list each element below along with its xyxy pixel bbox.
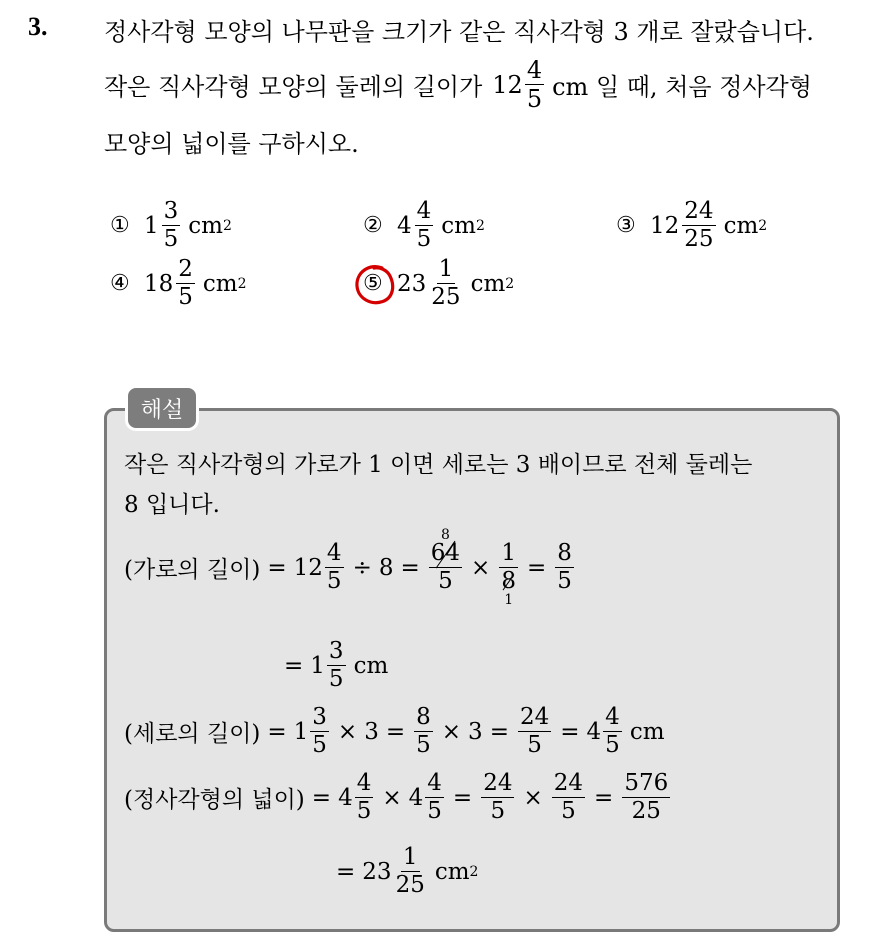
option-1-den: 5 [163,226,179,252]
eq4-d3: 5 [490,798,506,824]
equation-height [124,706,665,757]
eq5-num: 1 [402,844,418,870]
eq1-result [555,542,574,593]
equation-width-result [284,640,388,691]
problem-line-3: 모양의 넓이를 구하시오. [104,130,359,158]
eq4-n3: 24 [483,770,513,796]
eq4-d4: 5 [561,798,576,824]
option-5-den: 25 [431,284,461,310]
eq1-n1: 1 [501,540,516,566]
answer-circle-mark [352,262,398,308]
option-4-fraction [176,258,195,309]
option-2-mark: ② [363,213,383,238]
eq4-times-2: × [523,784,543,811]
eq3-whole: 1 [293,718,309,745]
eq1-n64: 64 [430,540,461,566]
option-2[interactable] [363,200,485,251]
eq4-w2: 4 [408,784,424,811]
length-numerator: 4 [526,56,543,84]
option-2-unit: cm [441,212,476,239]
eq4-times: × [382,784,402,811]
option-5-num: 1 [438,256,454,282]
eq5-unit: cm [434,858,470,885]
eq3-fraction-3 [518,706,551,757]
option-5-mark: ⑤ [363,271,383,296]
eq3-times-2: × [441,718,462,745]
eq1-rd: 5 [557,568,572,594]
length-fraction [525,58,544,111]
option-1-whole: 1 [144,212,159,239]
eq1-times: × [471,554,491,581]
option-5-fraction [429,258,462,309]
eq1-rn: 8 [557,540,572,566]
problem-line-2-end: cm 일 때, 처음 정사각형 [552,73,812,101]
length-whole: 12 [492,70,523,99]
eq3-fraction [310,706,329,757]
eq4-equals-2: = [452,784,473,811]
eq4-fraction-2 [425,772,444,823]
option-1-mark: ① [110,213,130,238]
eq3-unit: cm [629,718,665,745]
option-1[interactable] [110,200,232,251]
option-4[interactable] [110,258,247,309]
eq3-num: 3 [312,704,327,730]
option-4-whole: 18 [144,270,174,297]
option-3-mark: ③ [616,213,636,238]
eq4-n4: 24 [553,770,584,796]
problem-number: 3. [28,12,48,41]
equation-width [124,528,576,607]
eq3-equals-4: = [560,718,580,745]
eq2-den: 5 [328,666,344,692]
eq4-fraction-1 [355,772,374,823]
option-3-den: 25 [684,226,714,252]
eq4-n1: 4 [356,770,372,796]
eq3-n3: 24 [519,704,550,730]
eq4-label: (정사각형의 넓이) [124,787,305,813]
eq4-d5: 25 [631,798,661,824]
option-1-fraction [162,200,181,251]
eq4-n2: 4 [427,770,442,796]
eq3-equals-3: = [489,718,509,745]
eq1-whole: 12 [293,554,323,581]
option-2-sup: 2 [475,217,485,234]
option-4-unit: cm [202,270,238,297]
eq4-n5: 576 [624,770,669,796]
eq1-cancel-fraction-2 [497,528,520,607]
eq3-d4: 5 [605,732,620,758]
eq3-n4: 4 [605,704,620,730]
eq4-d2: 5 [427,798,442,824]
eq2-fraction [327,640,346,691]
option-2-whole: 4 [397,212,412,239]
eq5-den: 25 [395,872,425,898]
option-3-sup: 2 [758,217,768,234]
eq4-d1: 5 [356,798,372,824]
eq1-equals-3: = [526,554,547,581]
eq1-divide: ÷ [352,554,372,581]
eq1-eight: 8 [378,554,394,581]
option-2-fraction [415,200,434,251]
eq2-equals: = [284,652,304,679]
eq3-d2: 5 [416,732,431,758]
length-denominator: 5 [526,85,543,113]
solution-text-2: 8 입니다. [124,492,220,518]
eq1-num: 4 [326,540,342,566]
option-5-sup: 2 [505,275,515,292]
option-4-sup: 2 [237,275,247,292]
option-4-den: 5 [178,284,193,310]
option-2-num: 4 [416,198,432,224]
option-1-unit: cm [188,212,223,239]
eq2-whole: 1 [310,652,325,679]
eq3-three-2: 3 [468,718,483,745]
option-5-whole: 23 [397,270,427,297]
eq2-num: 3 [328,638,344,664]
eq1-cancel-fraction [427,528,464,607]
eq1-equals-2: = [400,554,420,581]
eq3-n2: 8 [416,704,431,730]
option-2-den: 5 [416,226,432,252]
equation-area-result [336,846,478,897]
eq4-w1: 4 [338,784,353,811]
option-1-num: 3 [163,198,179,224]
option-3-fraction [682,200,715,251]
equation-area [124,772,672,823]
option-3-whole: 12 [650,212,680,239]
eq1-den: 5 [326,568,342,594]
eq1-cancel-bottom: 1 [504,592,514,608]
solution-text-1: 작은 직사각형의 가로가 1 이면 세로는 3 배이므로 전체 둘레는 [124,452,753,478]
problem-line-2-start: 작은 직사각형 모양의 둘레의 길이가 [104,73,483,101]
eq5-equals: = [336,858,356,885]
eq1-d5: 5 [438,568,453,594]
eq3-three: 3 [364,718,379,745]
option-5-unit: cm [470,270,506,297]
eq4-equals-3: = [594,784,614,811]
eq3-fraction-4 [603,706,622,757]
eq4-fraction-3 [481,772,514,823]
eq3-den: 5 [312,732,327,758]
option-4-num: 2 [178,256,193,282]
eq5-sup: 2 [469,863,479,880]
option-3-num: 24 [684,198,714,224]
option-4-mark: ④ [110,271,130,296]
option-3-unit: cm [723,212,759,239]
eq3-equals-2: = [385,718,406,745]
eq5-whole: 23 [362,858,392,885]
eq1-cancel-top: 8 [440,527,450,543]
option-3[interactable] [616,200,767,251]
eq5-fraction [394,846,427,897]
eq1-label: (가로의 길이) [124,557,261,583]
eq4-equals: = [311,784,332,811]
eq1-d8: 8 [501,568,516,594]
eq4-fraction-5 [622,772,670,823]
eq2-unit: cm [353,652,389,679]
eq1-equals: = [267,554,287,581]
problem-line-2 [104,58,812,111]
eq3-times: × [337,718,358,745]
option-1-sup: 2 [222,217,232,234]
eq3-fraction-2 [414,706,433,757]
eq3-whole-4: 4 [586,718,602,745]
problem-line-1: 정사각형 모양의 나무판을 크기가 같은 직사각형 3 개로 잘랐습니다. [104,18,814,46]
solution-tag: 해설 [128,388,196,428]
eq3-d3: 5 [527,732,542,758]
eq1-fraction [325,542,344,593]
eq3-equals: = [267,718,287,745]
eq3-label: (세로의 길이) [124,721,261,747]
eq4-fraction-4 [552,772,585,823]
